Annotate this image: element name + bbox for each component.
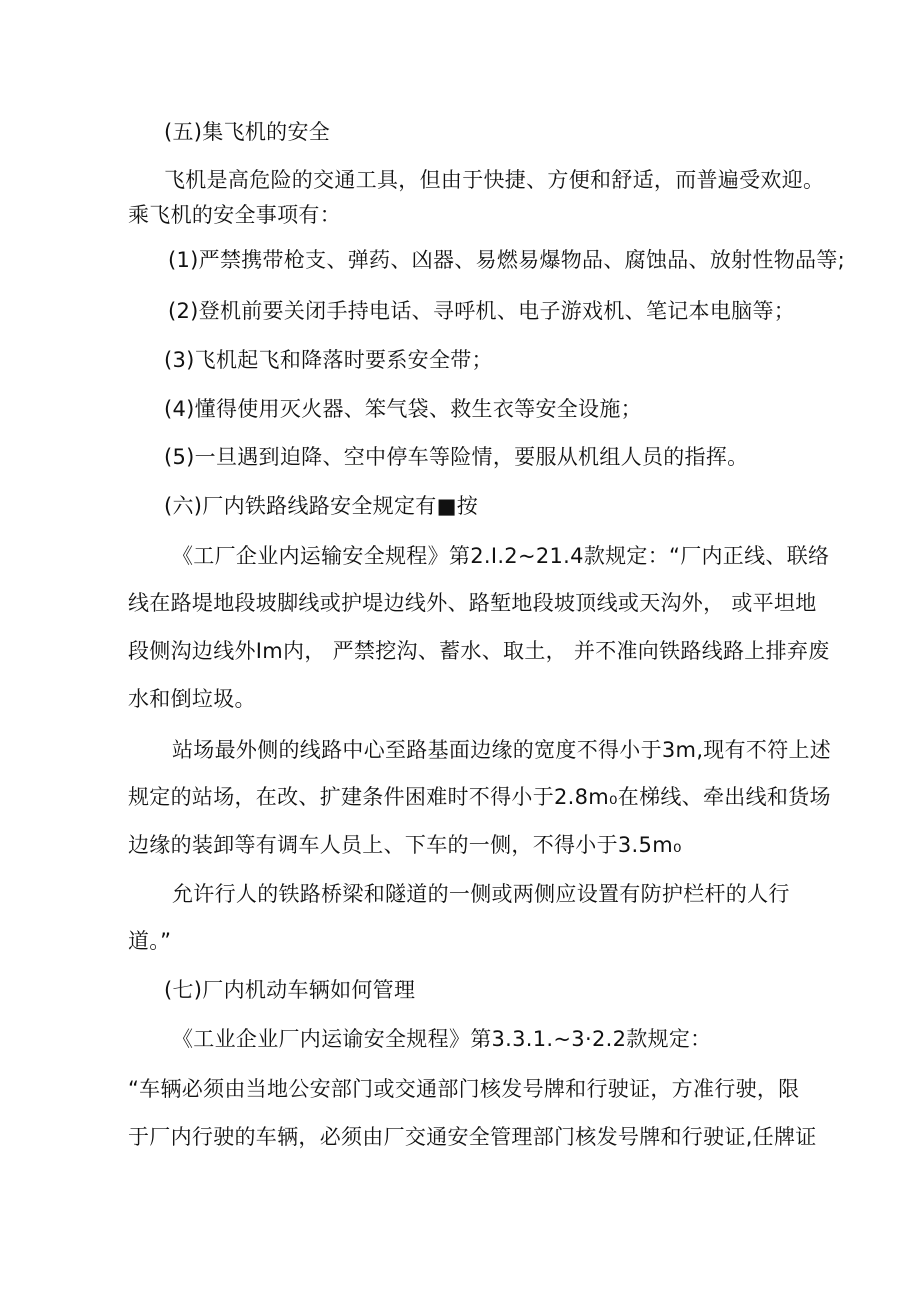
section7-paragraph-line: 《工业企业厂内运谕安全规程》第3.3.1.~3·2.2款规定： <box>172 1027 712 1051</box>
section7-heading: (七)厂内机动车辆如何管理 <box>164 978 416 1002</box>
section5-paragraph-line: 乘飞机的安全事项有： <box>128 203 341 227</box>
section6-heading: (六)厂内铁路线路安全规定有■按 <box>164 494 479 518</box>
section6-paragraph-line: 线在路堤地段坡脚线或护堤边线外、路堑地段坡顶线或天沟外， 或平坦地 <box>128 591 817 615</box>
section5-list-item: (5)一旦遇到迫降、空中停车等险情，要服从机组人员的指挥。 <box>164 445 749 469</box>
section6-paragraph-line: 《工厂企业内运输安全规程》第2.I.2~21.4款规定：“厂内正线、联络 <box>172 544 830 568</box>
section6-paragraph-line: 站场最外侧的线路中心至路基面边缘的宽度不得小于3m,现有不符上述 <box>172 738 832 762</box>
section5-paragraph-line: 飞机是高危险的交通工具，但由于快捷、方便和舒适，而普遍受欢迎。 <box>164 168 825 192</box>
section6-paragraph-line: 允许行人的铁路桥梁和隧道的一侧或两侧应设置有防护栏杆的人行 <box>172 882 790 906</box>
section6-paragraph-line: 道。” <box>128 929 172 953</box>
section5-heading: (五)集飞机的安全 <box>164 120 331 144</box>
section5-list-item: (1)严禁携带枪支、弹药、凶器、易燃易爆物品、腐蚀品、放射性物品等; <box>168 248 846 272</box>
section5-list-item: (2)登机前要关闭手持电话、寻呼机、电子游戏机、笔记本电脑等； <box>168 299 796 323</box>
section6-paragraph-line: 水和倒垃圾。 <box>128 687 256 711</box>
section6-paragraph-line: 边缘的装卸等有调车人员上、下车的一侧，不得小于3.5m₀ <box>128 833 682 857</box>
section6-paragraph-line: 规定的站场，在改、扩建条件困难时不得小于2.8m₀在梯线、牵出线和货场 <box>128 785 831 809</box>
section7-paragraph-line: “车辆必须由当地公安部门或交通部门核发号牌和行驶证，方准行驶，限 <box>128 1077 800 1101</box>
section7-paragraph-line: 于厂内行驶的车辆，必须由厂交通安全管理部门核发号牌和行驶证,任牌证 <box>128 1125 817 1149</box>
section5-list-item: (3)飞机起飞和降落时要系安全带； <box>164 348 493 372</box>
section6-paragraph-line: 段侧沟边线外Im内， 严禁挖沟、蓄水、取土， 并不准向铁路线路上排弃废 <box>128 639 830 663</box>
section5-list-item: (4)懂得使用灭火器、笨气袋、救生衣等安全设施； <box>164 397 642 421</box>
